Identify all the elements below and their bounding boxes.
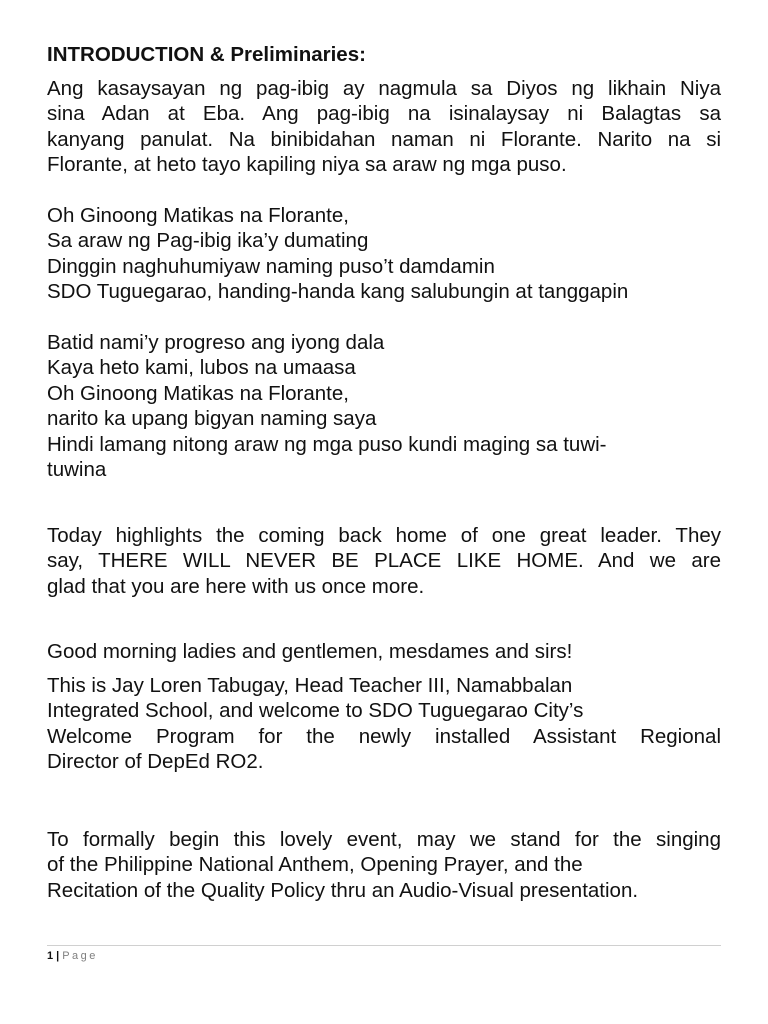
intro-line: sina Adan at Eba. Ang pag-ibig na isinalaysay ni Balagtas sa (47, 102, 721, 125)
begin-line: of the Philippine National Anthem, Opening Prayer, and the (47, 853, 583, 876)
spacer (47, 178, 721, 203)
today-line: Today highlights the coming back home of one great leader. They (47, 523, 721, 547)
page-number: 1 (47, 950, 54, 962)
section-heading: INTRODUCTION & Preliminaries: (47, 43, 366, 66)
page-footer (47, 945, 721, 963)
spacer (47, 599, 721, 639)
page-indicator (47, 949, 721, 963)
speaker-intro-paragraph (47, 673, 721, 775)
poem-line: Oh Ginoong Matikas na Florante, (47, 381, 349, 405)
poem-line: Sa araw ng Pag-ibig ika’y dumating (47, 229, 369, 252)
page-label: Page (62, 950, 98, 962)
spacer (47, 483, 721, 523)
intro-paragraph (47, 76, 721, 178)
poem-line: Hindi lamang nitong araw ng mga puso kundi maging sa tuwi- (47, 432, 607, 456)
intro-line: kanyang panulat. Na binibidahan naman ni Florante. Narito na si (47, 127, 721, 151)
poem-stanza-2 (47, 330, 721, 483)
speaker-line: This is Jay Loren Tabugay, Head Teacher III, Namabbalan (47, 673, 573, 697)
spacer (47, 665, 721, 673)
poem-line: Batid nami’y progreso ang iyong dala (47, 330, 385, 354)
poem-stanza-1 (47, 203, 721, 305)
program-begin-paragraph (47, 827, 721, 904)
intro-line: Ang kasaysayan ng pag-ibig ay nagmula sa Diyos ng likhain Niya (47, 76, 721, 100)
today-paragraph (47, 523, 721, 600)
footer-divider (47, 945, 721, 946)
speaker-line: Director of DepEd RO2. (47, 750, 264, 773)
footer-separator: | (56, 950, 60, 962)
spacer (47, 775, 721, 827)
poem-line: SDO Tuguegarao, handing-handa kang salubungin at tanggapin (47, 280, 629, 303)
greeting-paragraph: Good morning ladies and gentlemen, mesdames and sirs! (47, 640, 573, 663)
poem-line: tuwina (47, 458, 107, 481)
poem-line: Oh Ginoong Matikas na Florante, (47, 203, 349, 227)
poem-line: narito ka upang bigyan naming saya (47, 407, 377, 430)
document-body (47, 42, 721, 903)
today-line: glad that you are here with us once more. (47, 574, 425, 598)
begin-line: Recitation of the Quality Policy thru an Audio-Visual presentation. (47, 878, 639, 902)
poem-line: Kaya heto kami, lubos na umaasa (47, 356, 356, 379)
poem-line: Dinggin naghuhumiyaw naming puso’t damdamin (47, 254, 495, 278)
speaker-line: Welcome Program for the newly installed Assistant Regional (47, 724, 721, 748)
intro-line: Florante, at heto tayo kapiling niya sa araw ng mga puso. (47, 153, 567, 176)
today-line: say, THERE WILL NEVER BE PLACE LIKE HOME. And we are (47, 549, 721, 572)
begin-line: To formally begin this lovely event, may we stand for the singing (47, 827, 721, 851)
speaker-line: Integrated School, and welcome to SDO Tuguegarao City’s (47, 699, 584, 722)
spacer (47, 305, 721, 330)
